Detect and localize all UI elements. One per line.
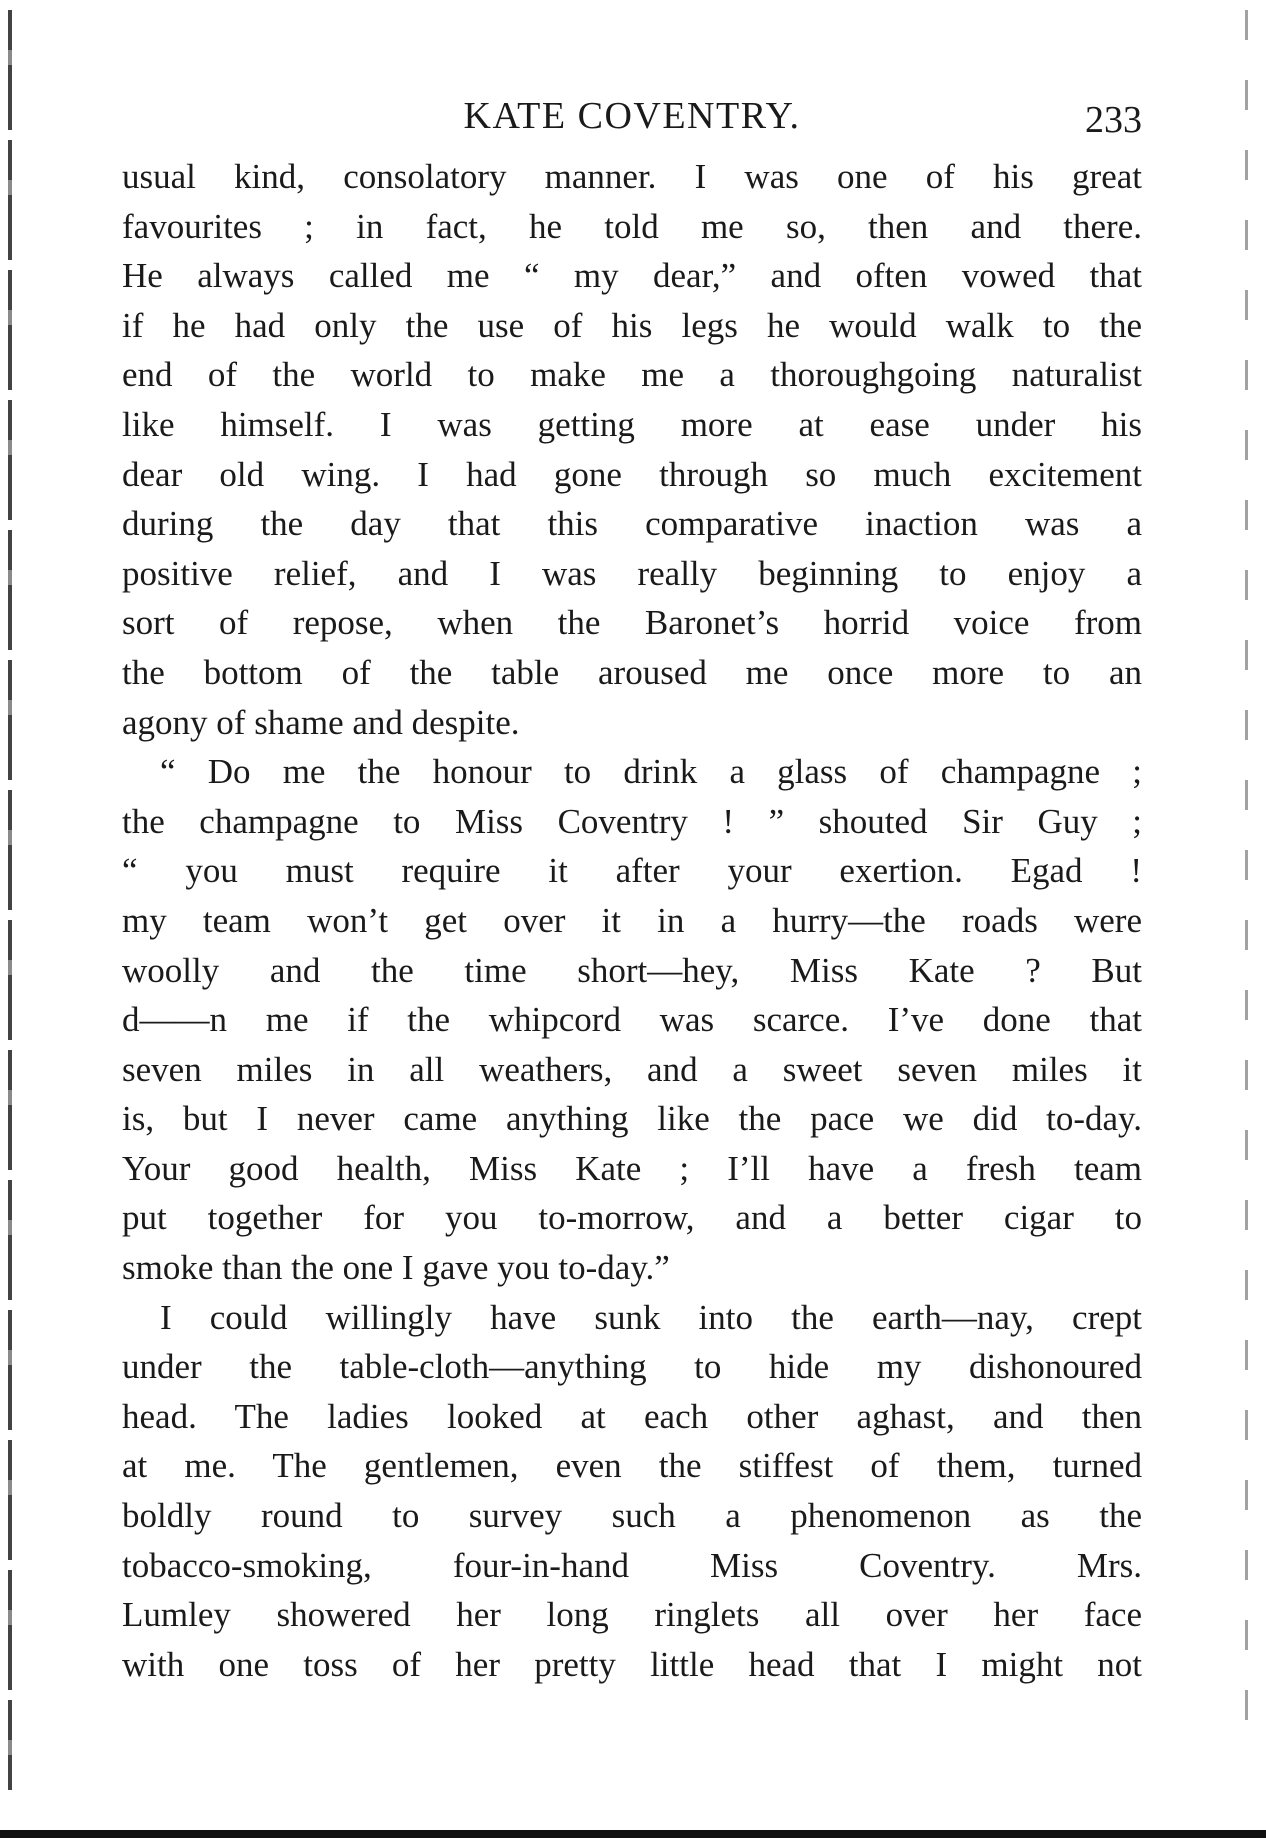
text-line: put together for you to-morrow, and a better cigar to (122, 1198, 1142, 1238)
text-line: the champagne to Miss Coventry ! ” shouted Sir Guy ; (122, 801, 1142, 841)
text-line: with one toss of her pretty little head that I might not (122, 1644, 1142, 1684)
text-line: during the day that this comparative inaction was a (122, 504, 1142, 544)
text-line: my team won’t get over it in a hurry—the roads were (122, 900, 1142, 940)
text-line: “ you must require it after your exertion. Egad ! (122, 851, 1142, 891)
scan-edge-right (1245, 10, 1248, 1760)
text-line: if he had only the use of his legs he would walk to the (122, 305, 1142, 345)
text-line: sort of repose, when the Baronet’s horrid voice from (122, 603, 1142, 643)
text-line: “ Do me the honour to drink a glass of champagne ; (160, 752, 1142, 792)
scan-edge-left (8, 10, 12, 1790)
text-line: like himself. I was getting more at ease under his (122, 404, 1142, 444)
page-header (122, 94, 1142, 142)
text-line: dear old wing. I had gone through so much excitement (122, 454, 1142, 494)
text-line: smoke than the one I gave you to-day.” (122, 1248, 670, 1288)
text-line: He always called me “ my dear,” and often vowed that (122, 256, 1142, 296)
body-text (122, 152, 1142, 1689)
text-line: woolly and the time short—hey, Miss Kate ? But (122, 950, 1142, 990)
text-line: Lumley showered her long ringlets all over her face (122, 1595, 1142, 1635)
text-line: is, but I never came anything like the pace we did to-day. (122, 1099, 1142, 1139)
text-line: the bottom of the table aroused me once more to an (122, 652, 1142, 692)
text-line: under the table-cloth—anything to hide my dishonoured (122, 1347, 1142, 1387)
scan-edge-bottom (0, 1830, 1266, 1838)
text-line: boldly round to survey such a phenomenon as the (122, 1496, 1142, 1536)
text-line: at me. The gentlemen, even the stiffest of them, turned (122, 1446, 1142, 1486)
running-title: KATE COVENTRY. (463, 95, 801, 137)
text-line: agony of shame and despite. (122, 702, 520, 742)
page-number: 233 (1085, 99, 1142, 141)
text-line: favourites ; in fact, he told me so, then and there. (122, 206, 1142, 246)
text-line: head. The ladies looked at each other aghast, and then (122, 1396, 1142, 1436)
text-line: I could willingly have sunk into the earth—nay, crept (160, 1297, 1142, 1337)
text-line: d——n me if the whipcord was scarce. I’ve done that (122, 1000, 1142, 1040)
text-line: seven miles in all weathers, and a sweet seven miles it (122, 1049, 1142, 1089)
text-line: end of the world to make me a thoroughgoing naturalist (122, 355, 1142, 395)
text-line: Your good health, Miss Kate ; I’ll have a fresh team (122, 1148, 1142, 1188)
text-line: tobacco-smoking, four-in-hand Miss Coventry. Mrs. (122, 1545, 1142, 1585)
text-line: usual kind, consolatory manner. I was one of his great (122, 157, 1142, 196)
text-line: positive relief, and I was really beginning to enjoy a (122, 553, 1142, 593)
